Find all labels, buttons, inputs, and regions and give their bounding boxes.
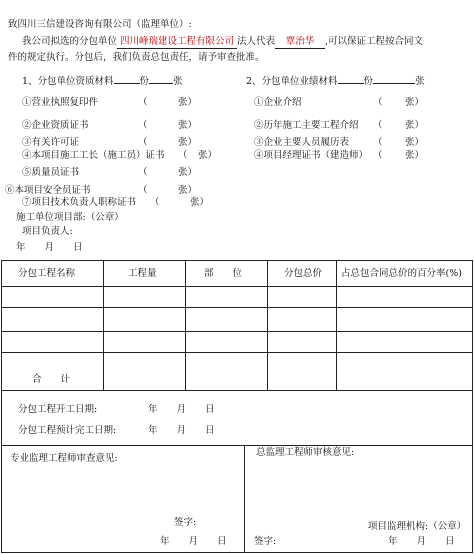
rep-label: 法人代表 — [237, 36, 276, 47]
statement-line-2: 件的规定执行。分包后，我们负责总包责任，请予审查批准。 — [8, 52, 265, 63]
right-item-3-paren: （ — [373, 137, 383, 148]
right-item-1-paren: （ — [373, 97, 383, 108]
contractor-seal-label: 施工单位项目部:（公章） — [16, 212, 124, 223]
left-item-5-paren: （ — [138, 167, 148, 178]
col-divider — [267, 261, 268, 390]
left-item-3-paren: （ — [138, 137, 148, 148]
rep-name: 覃治华 — [275, 36, 325, 49]
col-header-quantity: 工程量 — [128, 268, 157, 279]
statement-suffix: ,可以保证工程按合同文 — [325, 36, 424, 47]
left-item-7-unit: 张） — [190, 197, 210, 208]
col-divider — [103, 261, 104, 390]
subcontractor-name: 四川峰瑞建设工程有限公司 — [117, 36, 237, 49]
approval-table — [1, 260, 473, 553]
col-header-price: 分包总价 — [284, 268, 323, 279]
left-item-1-paren: （ — [138, 97, 148, 108]
right-item-1-unit: 张） — [405, 97, 425, 108]
total-label: 合 计 — [32, 374, 71, 385]
signoff-date: 年 月 日 — [16, 242, 83, 253]
right-item-2-paren: （ — [373, 120, 383, 131]
addressee-line: 致四川三信建设咨询有限公司（监理单位）: — [8, 19, 192, 30]
left-item-6: ⑥本项目安全员证书 — [5, 185, 91, 196]
col-header-name: 分包工程名称 — [18, 268, 76, 279]
row-divider — [2, 286, 472, 287]
col-divider — [336, 261, 337, 390]
left-item-4-unit: 张） — [198, 150, 218, 161]
left-item-6-paren: （ — [138, 185, 148, 196]
left-title-text: 1、分包单位资质材料 — [22, 76, 114, 87]
right-item-3: ③企业主要人员履历表 — [254, 137, 350, 148]
project-manager-label: 项目负责人: — [22, 226, 73, 237]
left-title-unit-b: 张 — [173, 76, 183, 87]
supervision-org-seal-label: 项目监理机构:（公章） — [368, 521, 467, 532]
left-item-2-unit: 张） — [178, 120, 198, 131]
left-title-unit-a: 份 — [139, 76, 150, 87]
opinion-divider — [244, 445, 245, 552]
row-divider — [2, 445, 472, 446]
left-item-4: ④本项目施工工长（施工员）证书 — [22, 150, 165, 161]
left-item-1-unit: 张） — [178, 97, 198, 108]
row-divider — [2, 352, 472, 353]
chief-engineer-opinion-label: 总监理工程师审核意见: — [256, 447, 355, 458]
right-item-4: ④项目经理证书（建造师） — [254, 150, 369, 161]
right-item-4-paren: （ — [373, 150, 383, 161]
left-item-1: ①营业执照复印件 — [22, 97, 99, 108]
left-item-3: ③有关许可证 — [22, 137, 80, 148]
right-item-2-unit: 张） — [405, 120, 425, 131]
left-item-7: ⑦项目技术负责人职称证书 — [22, 197, 137, 208]
left-item-5: ⑤质量员证书 — [22, 167, 80, 178]
professional-engineer-opinion-label: 专业监理工程师审查意见: — [10, 453, 118, 464]
right-list-title — [246, 76, 425, 88]
end-date-label: 分包工程预计完工日期: — [18, 425, 117, 436]
left-list-title — [22, 76, 183, 88]
right-item-4-unit: 张） — [405, 150, 425, 161]
left-item-4-paren: （ — [178, 150, 188, 161]
left-item-6-unit: 张） — [178, 185, 198, 196]
left-item-2: ②企业资质证书 — [22, 120, 89, 131]
left-sign-label: 签字: — [174, 517, 197, 528]
statement-line-1 — [22, 36, 423, 49]
left-item-7-paren: （ — [150, 197, 160, 208]
left-item-2-paren: （ — [138, 120, 148, 131]
left-sign-date: 年 月 日 — [160, 536, 227, 547]
col-header-percent: 占总包合同总价的百分率(%) — [341, 268, 462, 279]
start-date-label: 分包工程开工日期: — [18, 404, 98, 415]
end-date-value: 年 月 日 — [148, 425, 215, 436]
col-header-location: 部 位 — [204, 268, 243, 279]
col-divider — [185, 261, 186, 390]
right-sign-date: 年 月 日 — [388, 536, 455, 547]
right-item-1: ①企业介绍 — [254, 97, 302, 108]
row-divider — [2, 390, 472, 391]
start-date-value: 年 月 日 — [148, 404, 215, 415]
right-sign-label: 签字: — [254, 536, 277, 547]
right-item-2: ②历年施工主要工程介绍 — [254, 120, 359, 131]
right-item-3-unit: 张） — [405, 137, 425, 148]
right-title-unit-a: 份 — [363, 76, 374, 87]
row-divider — [2, 331, 472, 332]
statement-prefix: 我公司拟选的分包单位 — [22, 36, 118, 47]
left-item-3-unit: 张） — [178, 137, 198, 148]
left-item-5-unit: 张） — [178, 167, 198, 178]
row-divider — [2, 307, 472, 308]
right-title-text: 2、分包单位业绩材料 — [246, 76, 338, 87]
right-title-unit-b: 张 — [415, 76, 425, 87]
